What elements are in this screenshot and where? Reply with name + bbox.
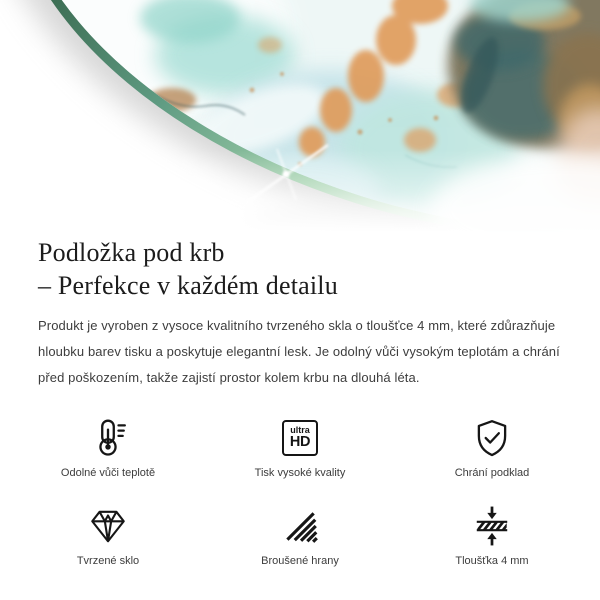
- feature-protects-surface: [396, 416, 588, 480]
- feature-beveled-edges: [204, 504, 396, 568]
- product-description-text: Produkt je vyroben z vysoce kvalitního tvrzeného skla o tloušťce 4 mm, které zdůrazňuje hloubku barev tisku a poskytuje elegantní lesk. Je odolný vůči vysokým teplotám a chrání před poškozením, takže zajistí prostor kolem krbu na dlouhá léta.: [38, 318, 560, 385]
- feature-label: Odolné vůči teplotě: [60, 467, 156, 479]
- product-description-block: [0, 236, 600, 391]
- feature-label: Tloušťka 4 mm: [455, 555, 529, 567]
- title-line-2: – Perfekce v každém detailu: [38, 271, 338, 300]
- feature-thickness: [396, 504, 588, 568]
- title-line-1: Podložka pod krb: [38, 238, 225, 267]
- glass-pad-illustration: [0, 0, 600, 232]
- ultra-hd-icon: [278, 416, 322, 460]
- page-title: [38, 236, 562, 302]
- feature-grid: [0, 416, 600, 568]
- feature-label: Broušené hrany: [261, 555, 339, 567]
- thickness-icon: [470, 504, 514, 548]
- ultra-hd-badge-bottom: HD: [289, 434, 311, 450]
- feature-tempered-glass: [12, 504, 204, 568]
- feature-label: Tvrzené sklo: [76, 555, 140, 567]
- feature-heat-resistant: [12, 416, 204, 480]
- thermometer-icon: [86, 416, 130, 460]
- shield-check-icon: [470, 416, 514, 460]
- feature-label: Chrání podklad: [454, 467, 530, 479]
- ultra-hd-badge-top: ultra: [290, 425, 310, 435]
- diamond-icon: [86, 504, 130, 548]
- product-hero-image: [0, 0, 600, 232]
- feature-print-quality: [204, 416, 396, 480]
- feature-label: Tisk vysoké kvality: [254, 467, 346, 479]
- beveled-edges-icon: [278, 504, 322, 548]
